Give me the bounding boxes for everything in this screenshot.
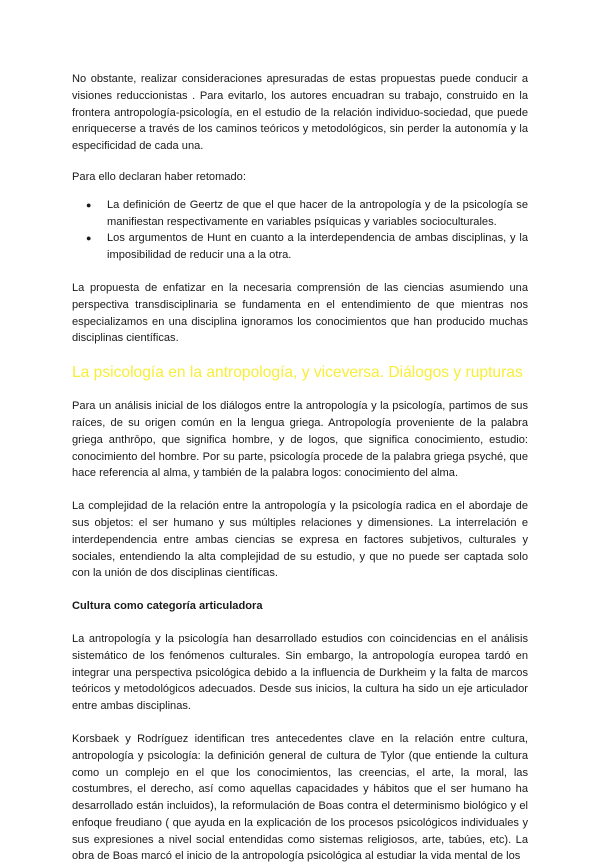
paragraph-complejidad: La complejidad de la relación entre la antropología y la psicología radica en el abordaje de sus objetos: el ser humano y sus múltiples relaciones y dimensiones. La interrelación e interdependencia entre ambas ciencias se expresa en factores subjetivos, culturales y sociales, entendiendo la alta complejidad de su estudio, y que no puede ser captada solo con la unión de dos disciplinas científicas. — [72, 500, 528, 580]
list-item — [72, 230, 528, 264]
paragraph-fenomenos-culturales: La antropología y la psicología han desarrollado estudios con coincidencias en el análisis sistemático de los fenómenos culturales. Sin embargo, la antropología europea tardó en integrar una perspectiva psicológica debido a la influencia de Durkheim y la falta de marcos teóricos y metodológicos adecuados. Desde sus inicios, la cultura ha sido un eje articulador entre ambas disciplinas. — [72, 632, 528, 713]
list-item-text: Los argumentos de Hunt en cuanto a la interdependencia de ambas disciplinas, y la imposibilidad de reducir una a la otra. — [107, 232, 528, 262]
paragraph-retomado: Para ello declaran haber retomado: — [72, 170, 246, 183]
bullet-icon: ● — [86, 199, 92, 210]
bullet-list — [72, 197, 528, 264]
paragraph-intro: No obstante, realizar consideraciones apresuradas de estas propuestas puede conducir a visiones reduccionistas . Para evitarlo, los autores encuadran su trabajo, construido en la frontera antropología-psicología, en el estudio de la relación individuo-sociedad, que puede enriquecerse a través de los caminos teóricos y metodológicos, sin perder la autonomía y la especificidad de cada una. — [72, 73, 528, 153]
list-item-text: La definición de Geertz de que el que hacer de la antropología y de la psicología se manifiestan respectivamente en variables psíquicas y variables socioculturales. — [107, 198, 528, 228]
paragraph-raices: Para un análisis inicial de los diálogos entre la antropología y la psicología, partimos de sus raíces, de su origen común en la lengua griega. Antropología proveniente de la palabra griega anthrōpo, que significa hombre, y de logos, que significa conocimiento, estudio: conocimiento del hombre. Por su parte, psicología procede de la palabra griega psyché, que hace referencia al alma, y también de la palabra logos: conocimiento del alma. — [72, 400, 528, 480]
list-item — [72, 197, 528, 231]
paragraph-transdisciplinaria: La propuesta de enfatizar en la necesaria comprensión de las ciencias asumiendo una perspectiva transdisciplinaria se fundamenta en el entendimiento de que mientras nos especializamos en una disciplina ignoramos los conocimientos que han producido muchas disciplinas científicas. — [72, 281, 528, 345]
bullet-icon: ● — [86, 233, 92, 244]
paragraph-antecedentes: Korsbaek y Rodríguez identifican tres antecedentes clave en la relación entre cultura, antropología y psicología: la definición general de cultura de Tylor (que entiende la cultura como un complejo en el que los conocimientos, las creencias, el arte, la moral, las costumbres, el derecho, así como aquellas capacidades y hábitos que el ser humano ha desarrollado están incluidos), la reformulación de Boas contra el determinismo biológico y el enfoque freudiano ( que ayuda en la explicación de los procesos psicológicos individuales y sus expresiones a nivel social entendidas como sistemas religiosos, arte, tabúes, etc). La obra de Boas marcó el inicio de la antropología psicológica al estudiar la vida mental de los — [72, 732, 528, 863]
subsection-heading: Cultura como categoría articuladora — [72, 600, 263, 613]
section-heading: La psicología en la antropología, y viceversa. Diálogos y rupturas — [72, 364, 523, 382]
